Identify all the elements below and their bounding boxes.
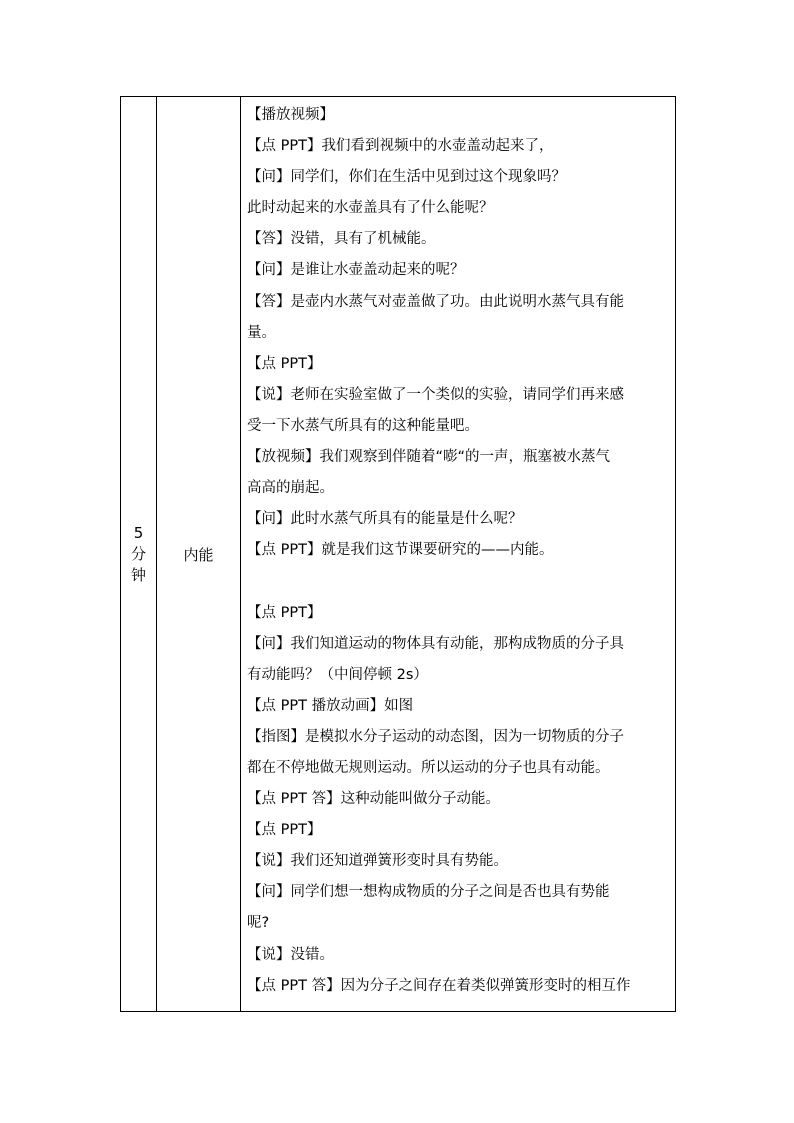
- content-cell: [241, 97, 676, 1012]
- time-cell: [121, 97, 157, 1012]
- topic-cell: [157, 97, 241, 1012]
- content-line: 【点 PPT】: [247, 355, 322, 372]
- content-lines: [247, 100, 671, 1002]
- content-line: 高高的崩起。: [247, 480, 334, 497]
- content-line: 【放视频】我们观察到伴随着“嘭“的一声，瓶塞被水蒸气: [247, 449, 611, 466]
- content-line: 【点 PPT】就是我们这节课要研究的——内能。: [247, 542, 554, 559]
- content-line: 【答】没错，具有了机械能。: [247, 231, 436, 248]
- time-char: 分: [130, 544, 146, 563]
- content-line: 量。: [247, 324, 276, 341]
- content-line: 【说】我们还知道弹簧形变时具有势能。: [247, 853, 508, 870]
- content-line: 【答】是壶内水蒸气对壶盖做了功。由此说明水蒸气具有能: [247, 293, 624, 310]
- topic-label: 内能: [183, 545, 214, 564]
- content-line: 【指图】是模拟水分子运动的动态图，因为一切物质的分子: [247, 728, 624, 745]
- content-line: 【点 PPT 播放动画】如图: [247, 697, 414, 714]
- content-line: 【点 PPT 答】这种动能叫做分子动能。: [247, 791, 501, 808]
- content-line: 【播放视频】: [247, 107, 334, 123]
- content-line: 都在不停地做无规则运动。所以运动的分子也具有动能。: [247, 759, 610, 776]
- content-line: 【问】此时水蒸气所具有的能量是什么呢？: [247, 511, 523, 528]
- table-row: [121, 97, 676, 1012]
- content-line: 【点 PPT】我们看到视频中的水壶盖动起来了，: [247, 138, 554, 155]
- content-line: 呢?: [247, 915, 270, 932]
- content-line: 受一下水蒸气所具有的这种能量吧。: [247, 417, 479, 434]
- content-line: 【问】同学们，你们在生活中见到过这个现象吗？: [247, 169, 566, 186]
- content-line: 【说】没错。: [247, 946, 334, 963]
- content-line: 【问】同学们想一想构成物质的分子之间是否也具有势能: [247, 884, 610, 901]
- time-char: 钟: [130, 565, 146, 584]
- content-line: 此时动起来的水壶盖具有了什么能呢？: [247, 200, 494, 217]
- content-line: 【点 PPT 答】因为分子之间存在着类似弹簧形变时的相互作: [247, 977, 631, 994]
- content-line: [247, 566, 671, 597]
- content-line: 【说】老师在实验室做了一个类似的实验，请同学们再来感: [247, 386, 624, 403]
- content-line: 【点 PPT】: [247, 822, 322, 839]
- content-line: 有动能吗？（中间停顿 2s）: [247, 666, 428, 683]
- content-line: 【问】我们知道运动的物体具有动能，那构成物质的分子具: [247, 635, 624, 652]
- content-line: 【点 PPT】: [247, 604, 322, 621]
- content-line: 【问】是谁让水壶盖动起来的呢？: [247, 262, 465, 279]
- lesson-plan-table: [120, 96, 676, 1012]
- time-char: 5: [133, 523, 144, 542]
